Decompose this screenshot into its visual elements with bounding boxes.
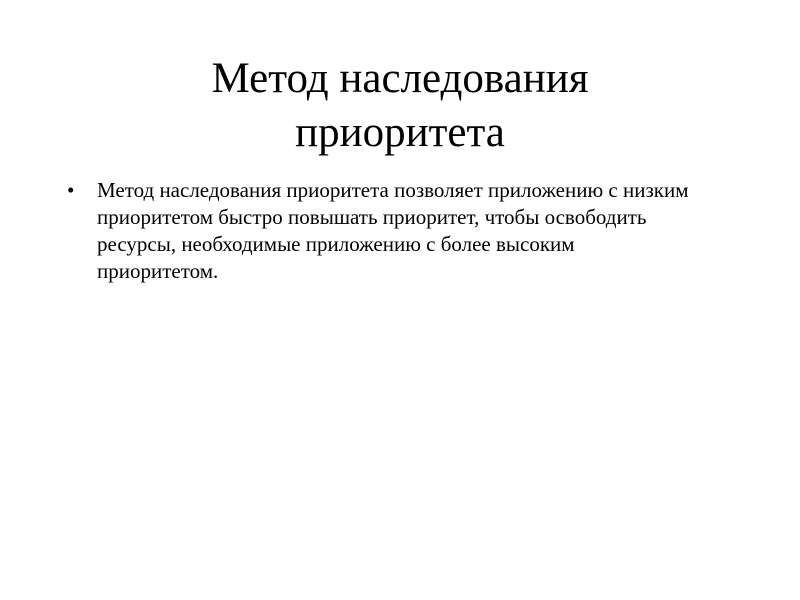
bullet-marker: • bbox=[67, 178, 75, 202]
bullet-item bbox=[64, 177, 740, 285]
bullet-list bbox=[64, 177, 740, 285]
bullet-text-line-1: Метод наследования приоритета позволяет приложению с низким bbox=[97, 178, 689, 202]
bullet-text-line-3: ресурсы, необходимые приложению с более высоким bbox=[97, 232, 575, 256]
slide-title-line-1: Метод наследования bbox=[211, 55, 589, 102]
bullet-text-line-2: приоритетом быстро повышать приоритет, чтобы освободить bbox=[97, 205, 647, 229]
bullet-text-line-4: приоритетом. bbox=[97, 259, 219, 283]
slide-title bbox=[40, 52, 760, 160]
slide-title-line-2: приоритета bbox=[295, 109, 505, 156]
